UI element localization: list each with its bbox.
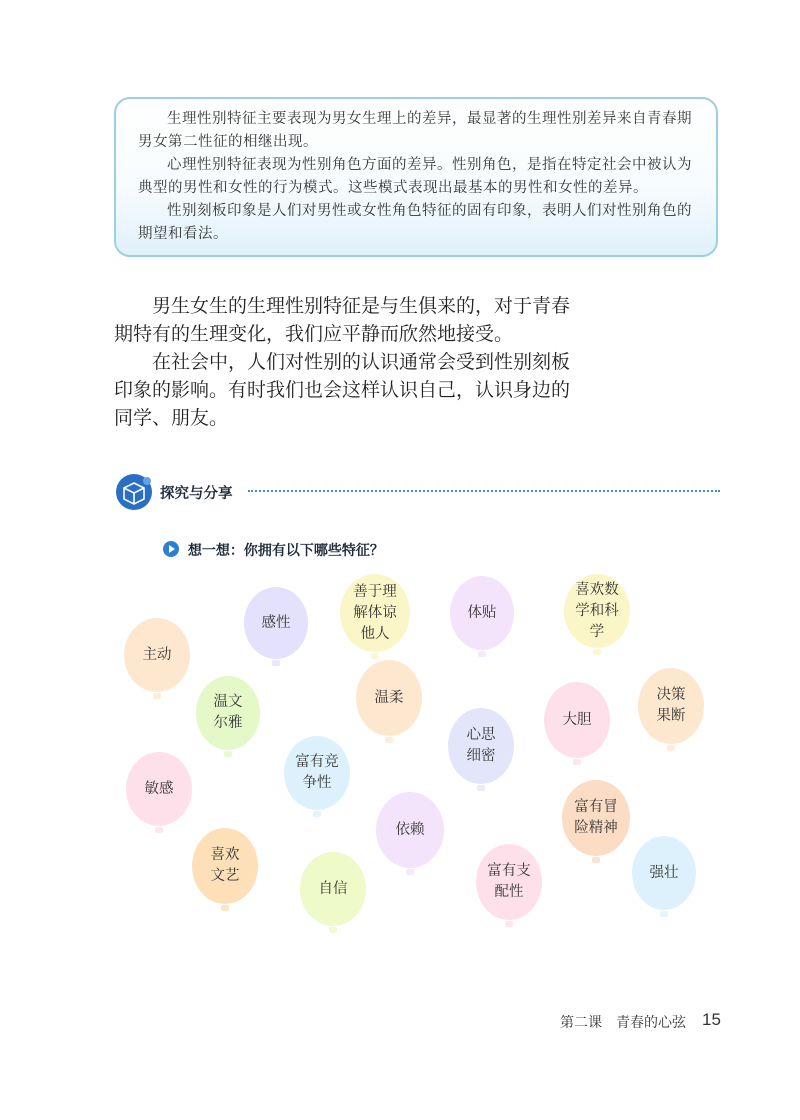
body-text bbox=[114, 292, 584, 432]
balloon bbox=[196, 676, 260, 750]
balloon-label: 体贴 bbox=[467, 604, 497, 621]
body-paragraph: 在社会中，人们对性别的认识通常会受到性别刻板印象的影响。有时我们也会这样认识自己，认识身边的同学、朋友。 bbox=[114, 351, 571, 429]
balloon-label: 依赖 bbox=[395, 821, 425, 838]
balloon bbox=[448, 708, 514, 784]
prompt-text: 想一想：你拥有以下哪些特征？ bbox=[187, 543, 384, 559]
info-box bbox=[114, 97, 718, 257]
balloon-label: 富有竞争性 bbox=[295, 754, 339, 791]
divider bbox=[248, 490, 720, 492]
balloon-label: 感性 bbox=[261, 614, 291, 631]
balloon bbox=[300, 852, 366, 926]
balloon-label: 富有支配性 bbox=[487, 863, 531, 900]
balloon-label: 敏感 bbox=[144, 780, 174, 797]
page-number: 15 bbox=[702, 1010, 721, 1029]
balloon-label: 自信 bbox=[318, 880, 348, 897]
prompt bbox=[163, 540, 384, 560]
balloon bbox=[450, 576, 514, 650]
balloon-label: 大胆 bbox=[562, 711, 592, 728]
balloon-label: 强壮 bbox=[649, 864, 679, 881]
balloon bbox=[284, 736, 350, 810]
balloon bbox=[376, 792, 444, 868]
balloon bbox=[564, 574, 630, 648]
balloon bbox=[476, 844, 542, 920]
balloon bbox=[126, 752, 192, 826]
balloon-label: 心思细密 bbox=[466, 727, 496, 764]
section-title: 探究与分享 bbox=[160, 486, 233, 502]
balloon-label: 善于理解体谅他人 bbox=[353, 583, 397, 642]
balloon bbox=[632, 836, 696, 910]
arrow-right-icon bbox=[163, 541, 179, 557]
balloon bbox=[562, 780, 630, 856]
balloon-label: 决策果断 bbox=[656, 687, 686, 724]
balloon bbox=[638, 668, 704, 744]
info-paragraph: 性别刻板印象是人们对男性或女性角色特征的固有印象，表明人们对性别角色的期望和看法。 bbox=[138, 203, 692, 242]
info-paragraph: 心理性别特征表现为性别角色方面的差异。性别角色，是指在特定社会中被认为典型的男性和女性的行为模式。这些模式表现出最基本的男性和女性的差异。 bbox=[138, 157, 692, 196]
balloon-label: 温文尔雅 bbox=[213, 694, 243, 731]
balloon-label: 喜欢文艺 bbox=[210, 847, 240, 884]
balloon bbox=[192, 828, 258, 904]
balloon bbox=[244, 587, 308, 659]
info-paragraph: 生理性别特征主要表现为男女生理上的差异，最显著的生理性别差异来自青春期男女第二性征的相继出现。 bbox=[138, 111, 692, 150]
balloon bbox=[356, 660, 422, 736]
balloon-label: 主动 bbox=[142, 646, 172, 663]
balloon bbox=[124, 618, 190, 692]
footer-lesson: 第二课 青春的心弦 bbox=[560, 1015, 686, 1031]
balloon-label: 温柔 bbox=[374, 689, 404, 706]
balloon-label: 富有冒险精神 bbox=[574, 799, 618, 836]
body-paragraph: 男生女生的生理性别特征是与生俱来的，对于青春期特有的生理变化，我们应平静而欣然地接受。 bbox=[114, 295, 571, 345]
balloon bbox=[544, 682, 610, 758]
section-header bbox=[114, 472, 720, 512]
cube-icon bbox=[114, 472, 154, 512]
balloon bbox=[340, 574, 410, 652]
balloon-label: 喜欢数学和科学 bbox=[575, 581, 619, 640]
